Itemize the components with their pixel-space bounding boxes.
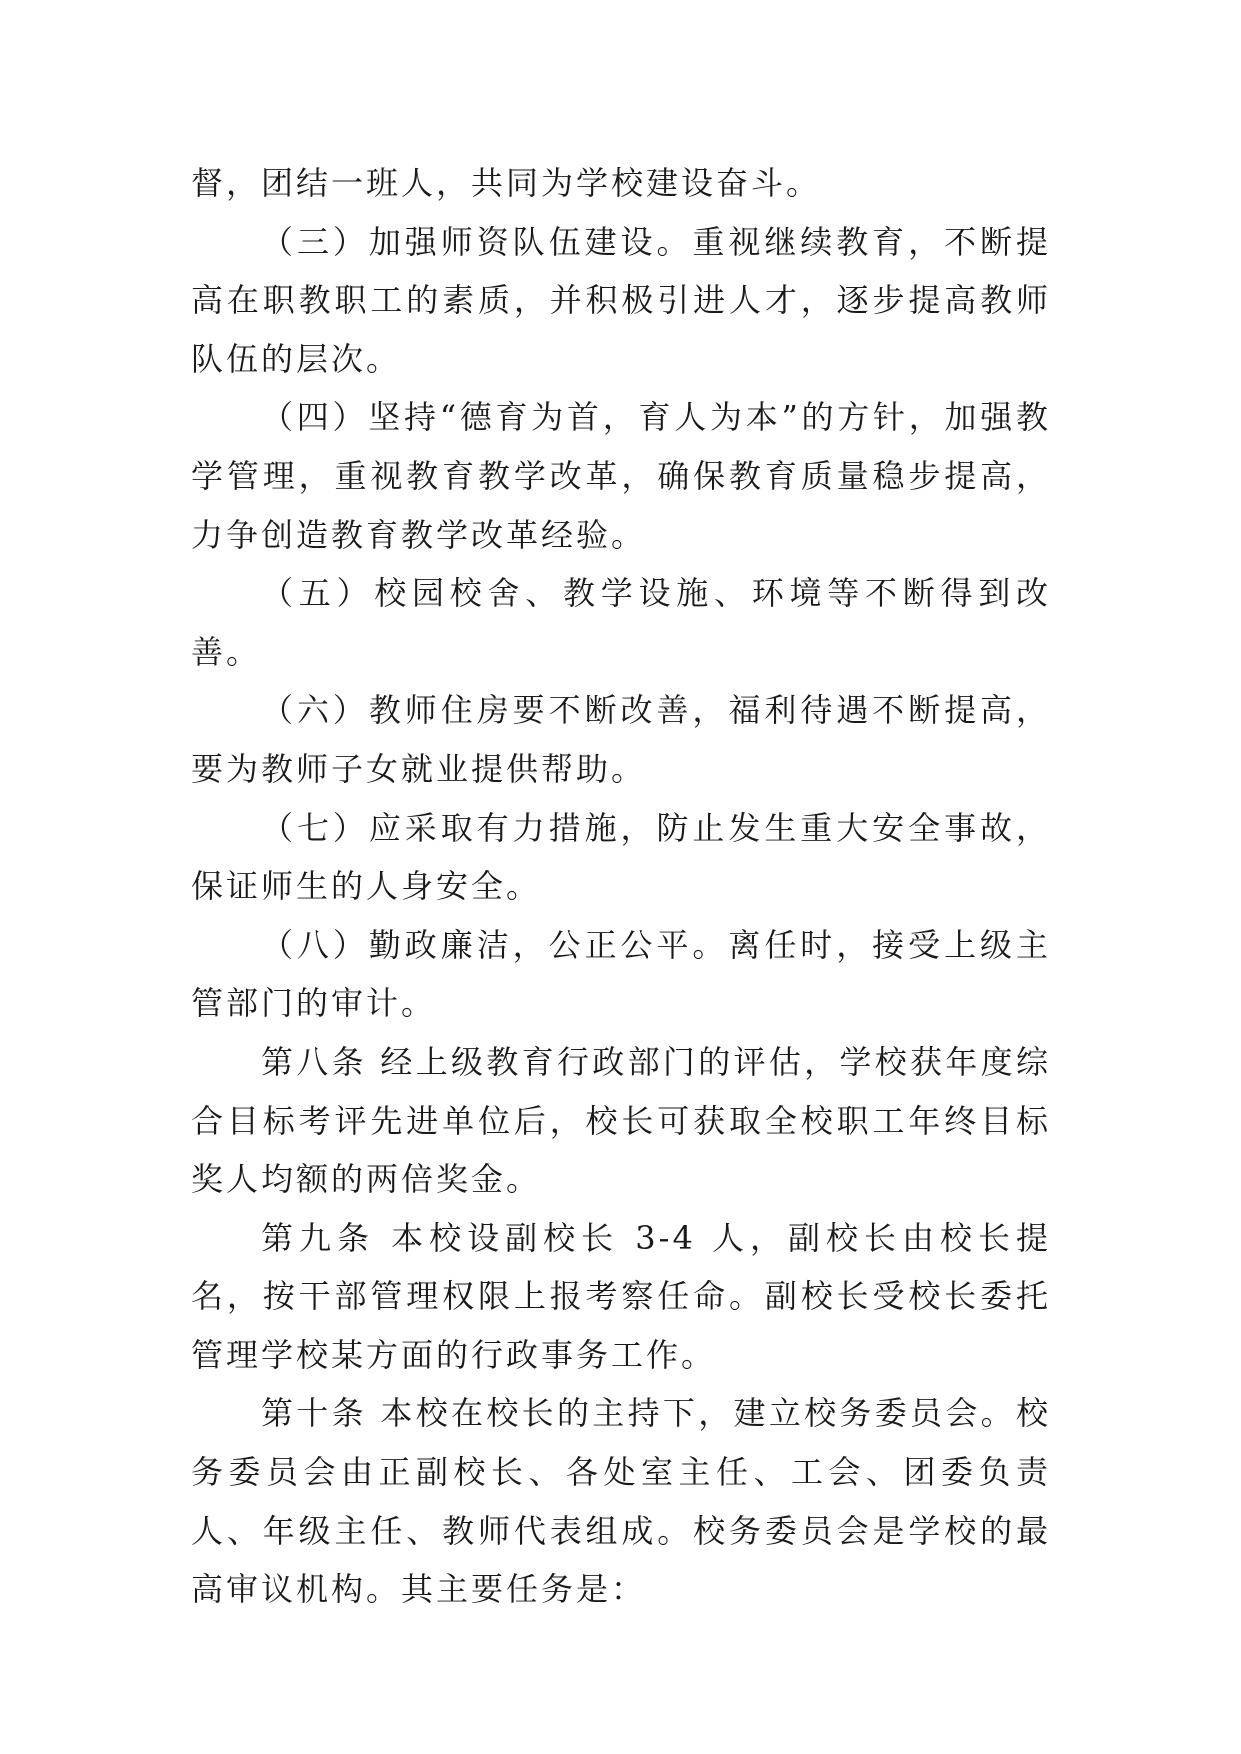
paragraph-item-3: （三）加强师资队伍建设。重视继续教育，不断提高在职教职工的素质，并积极引进人才，逐步提高教师队伍的层次。 <box>191 222 1051 378</box>
paragraph-continuation: 督，团结一班人，共同为学校建设奋斗。 <box>191 164 822 202</box>
paragraph-item-8: （八）勤政廉洁，公正公平。离任时，接受上级主管部门的审计。 <box>191 925 1051 1023</box>
paragraph-item-4: （四）坚持“德育为首，育人为本”的方针，加强教学管理，重视教育教学改革，确保教育质量稳步提高，力争创造教育教学改革经验。 <box>191 398 1051 554</box>
paragraph-article-10: 第十条 本校在校长的主持下，建立校务委员会。校务委员会由正副校长、各处室主任、工会、团委负责人、年级主任、教师代表组成。校务委员会是学校的最高审议机构。其主要任务是： <box>191 1394 1051 1609</box>
paragraph-item-7: （七）应采取有力措施，防止发生重大安全事故，保证师生的人身安全。 <box>191 808 1051 906</box>
paragraph-article-9: 第九条 本校设副校长 3-4 人，副校长由校长提名，按干部管理权限上报考察任命。副校长受校长委托管理学校某方面的行政事务工作。 <box>191 1218 1051 1374</box>
paragraph-item-6: （六）教师住房要不断改善，福利待遇不断提高，要为教师子女就业提供帮助。 <box>191 691 1051 788</box>
paragraph-item-5: （五）校园校舍、教学设施、环境等不断得到改善。 <box>191 574 1051 671</box>
paragraph-article-8: 第八条 经上级教育行政部门的评估，学校获年度综合目标考评先进单位后，校长可获取全校职工年终目标奖人均额的两倍奖金。 <box>191 1042 1051 1199</box>
document-body <box>191 154 1051 1619</box>
